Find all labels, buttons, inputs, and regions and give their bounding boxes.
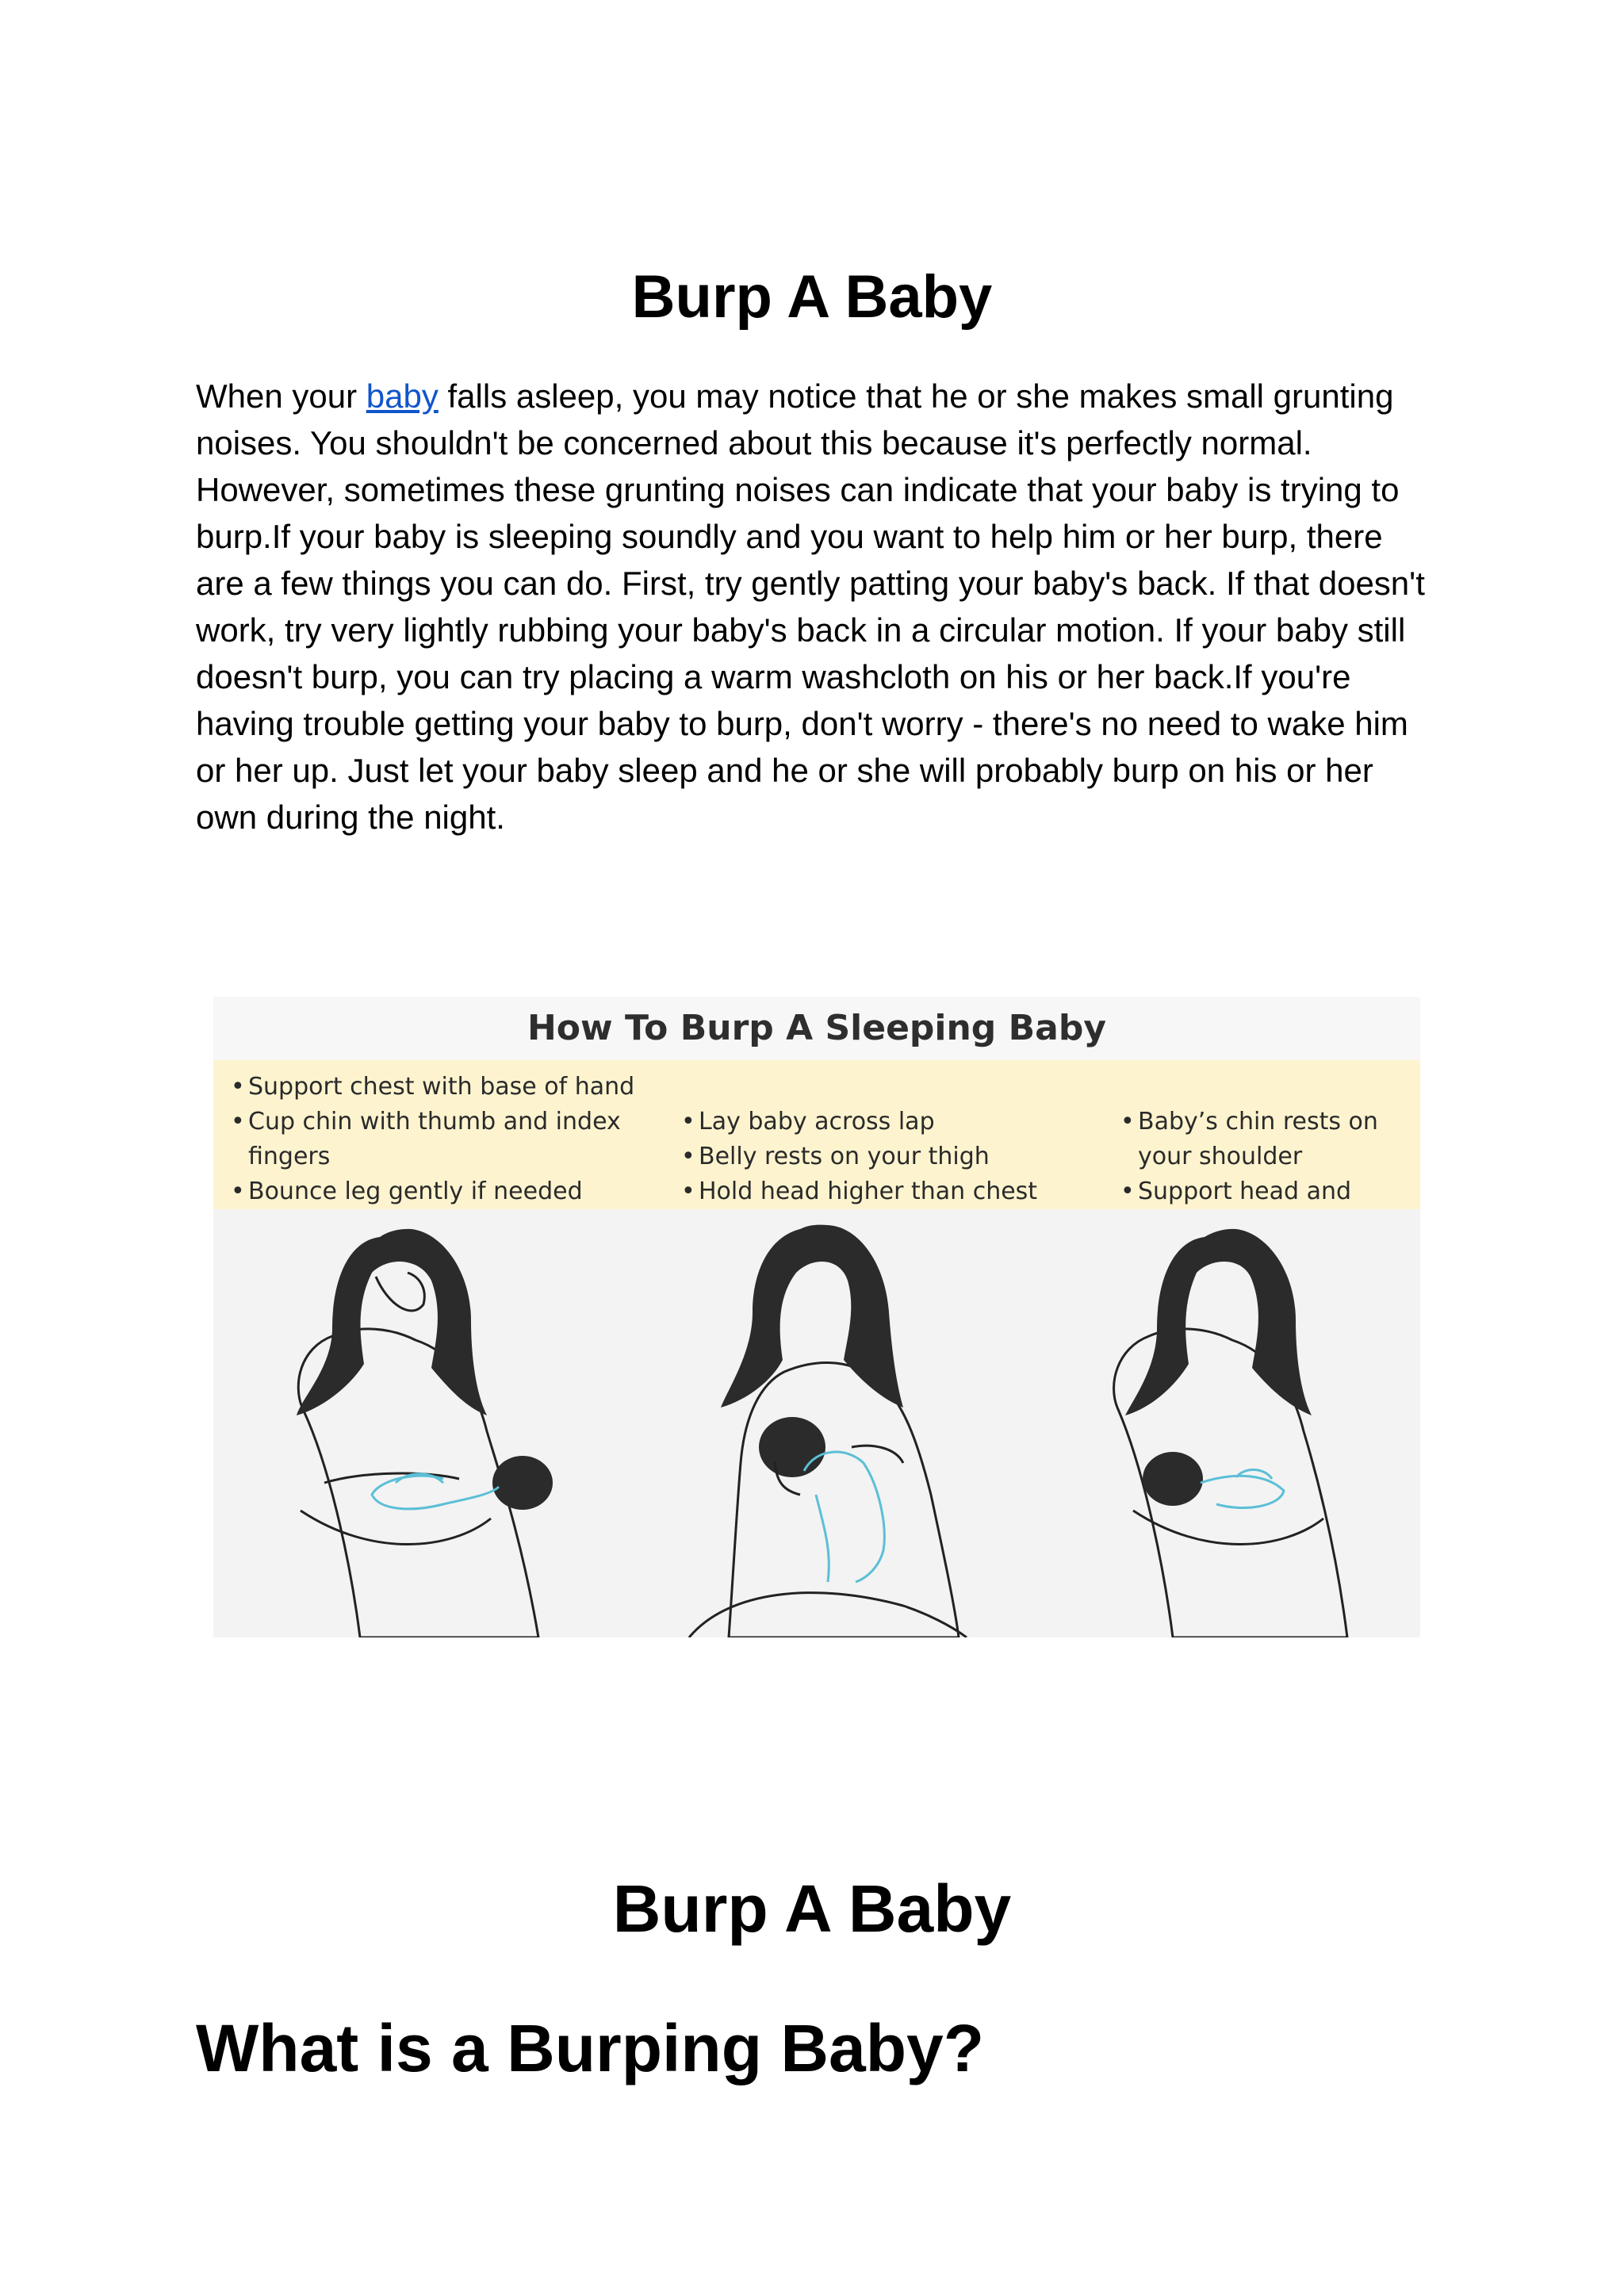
- baby-figure-3: [1143, 1452, 1284, 1508]
- burping-positions-illustration: [213, 997, 1420, 1637]
- intro-paragraph: [196, 373, 1433, 841]
- article-title: Burp A Baby: [631, 263, 993, 331]
- instruction-item: • Hold head higher than chest: [681, 1174, 1046, 1209]
- mother-figure-3: [1114, 1229, 1347, 1637]
- instructions-across-lap: [681, 1105, 1046, 1209]
- baby-link[interactable]: baby: [366, 377, 439, 415]
- section-subtitle: What is a Burping Baby?: [196, 2011, 985, 2085]
- mother-baby-drawings: [213, 1209, 1420, 1637]
- baby-figure-2: [759, 1417, 903, 1582]
- mother-figure-1: [297, 1229, 538, 1637]
- instruction-item: • Support chest with base of hand: [231, 1070, 675, 1105]
- instruction-item: • Support head and: [1120, 1174, 1414, 1244]
- instruction-item: • Baby’s chin rests on your shoulder: [1120, 1105, 1414, 1174]
- figure-title: How To Burp A Sleeping Baby: [527, 1008, 1107, 1048]
- section-title: Burp A Baby: [612, 1871, 1012, 1946]
- instructions-sitting-upright: [231, 1070, 675, 1209]
- instruction-item: • Belly rests on your thigh: [681, 1139, 1046, 1174]
- intro-text-start: When your: [196, 377, 366, 415]
- instruction-item: • Bounce leg gently if needed: [231, 1174, 675, 1209]
- instruction-item: • Lay baby across lap: [681, 1105, 1046, 1139]
- baby-figure-1: [372, 1456, 553, 1510]
- figure-artwork: [213, 1209, 1420, 1637]
- intro-text-rest: falls asleep, you may notice that he or she makes small grunting noises. You shouldn't be concerned about this because it's perfectly normal. However, sometimes these grunting noises can indicate that your baby is trying to burp.If your baby is sleeping soundly and you want to help him or her burp, there are a few things you can do. First, try gently patting your baby's back. If that doesn't work, try very lightly rubbing your baby's back in a circular motion. If your baby still doesn't burp, you can try placing a warm washcloth on his or her back.If you're having trouble getting your baby to burp, don't worry - there's no need to wake him or her up. Just let your baby sleep and he or she will probably burp on his or her own during the night.: [196, 377, 1425, 836]
- instruction-item: • Cup chin with thumb and index fingers: [231, 1105, 675, 1174]
